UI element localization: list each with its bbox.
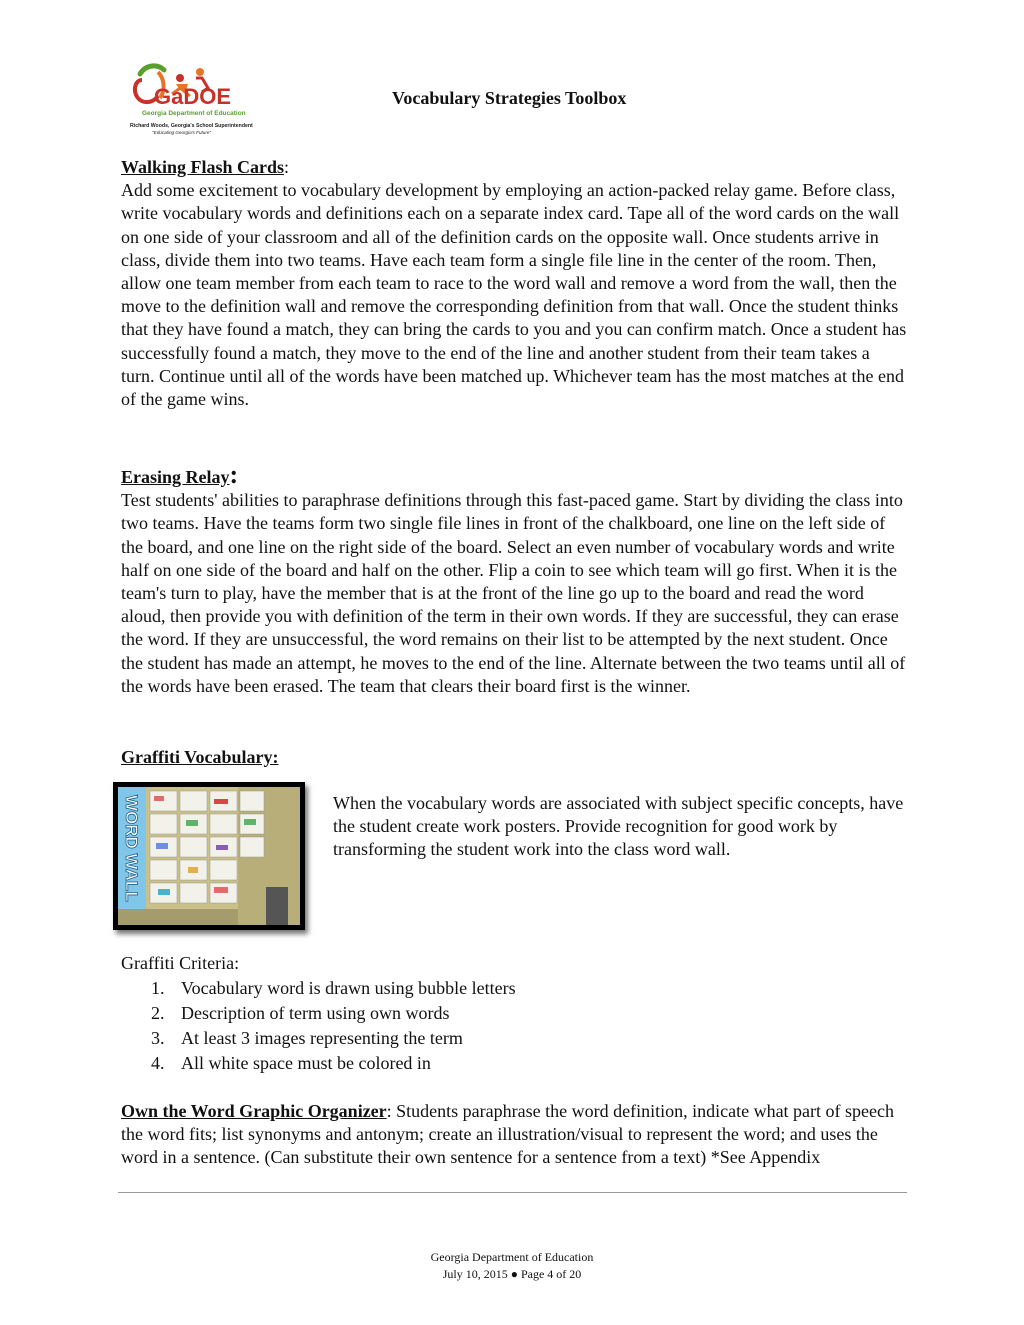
list-number: 2. bbox=[151, 1003, 165, 1023]
footer-date-page: July 10, 2015 ● Page 4 of 20 bbox=[442, 1267, 582, 1281]
graffiti-criteria-title: Graffiti Criteria: bbox=[121, 953, 240, 973]
list-number: 3. bbox=[151, 1028, 165, 1048]
own-the-word-heading: Own the Word Graphic Organizer bbox=[121, 1101, 387, 1121]
logo-tagline-2: "Educating Georgia's Future" bbox=[152, 130, 212, 135]
logo-wordmark: GaDOE bbox=[154, 84, 232, 109]
list-text: Description of term using own words bbox=[181, 1003, 450, 1023]
erasing-relay-section bbox=[121, 460, 907, 698]
document-title: Vocabulary Strategies Toolbox bbox=[392, 88, 627, 108]
heading-colon: : bbox=[284, 157, 290, 177]
list-number: 4. bbox=[151, 1053, 165, 1073]
photo-banner-text: WORD WALL bbox=[122, 795, 141, 902]
footer-organization: Georgia Department of Education bbox=[430, 1250, 594, 1264]
word-wall-photo-art bbox=[118, 787, 300, 925]
own-the-word-section bbox=[121, 1100, 907, 1170]
graffiti-vocabulary-heading-row bbox=[121, 746, 907, 769]
gadoe-logo-mark bbox=[128, 60, 254, 136]
list-text: Vocabulary word is drawn using bubble letters bbox=[181, 978, 516, 998]
list-item bbox=[121, 976, 516, 1001]
own-the-word-body: : Students paraphrase the word definition, indicate what part of speech the word fits; list synonyms and antonym; create an illustration/visual to represent the word; and uses the word in a sentence. (Can substitute their own sentence for a sentence from a text) *See Appendix bbox=[121, 1101, 895, 1168]
list-item bbox=[121, 1026, 516, 1051]
walking-flash-cards-section bbox=[121, 156, 907, 411]
walking-flash-cards-heading: Walking Flash Cards bbox=[121, 157, 285, 177]
heading-colon: : bbox=[229, 460, 239, 489]
list-number: 1. bbox=[151, 978, 165, 998]
word-wall-photo bbox=[113, 782, 305, 930]
list-text: All white space must be colored in bbox=[181, 1053, 431, 1073]
list-item bbox=[121, 1001, 516, 1026]
walking-flash-cards-body: Add some excitement to vocabulary development by employing an action-packed relay game. Before class, write vocabulary words and definitions each on a separate index card. Tape all of the word cards on the wall on one side of your classroom and all of the definition cards on the opposite wall. Once students arrive in class, divide them into two teams. Have each team form a single file line in the center of the room. Then, allow one team member from each team to race to the word wall and remove a word from the wall, then the move to the definition wall and remove the corresponding definition from that wall. Once the student thinks that they have found a match, they can bring the cards to you and you can confirm match. Once a student has successfully found a match, they move to the end of the line and another student from their team takes a turn. Continue until all of the words have been matched up. Whichever team has the most matches at the end of the game wins. bbox=[121, 180, 907, 410]
erasing-relay-heading: Erasing Relay bbox=[121, 467, 230, 487]
gadoe-logo bbox=[128, 60, 254, 136]
list-item bbox=[121, 1051, 516, 1076]
graffiti-vocabulary-body: When the vocabulary words are associated with subject specific concepts, have the student create work posters. Provide recognition for good work by transforming the student work into the class word wall. bbox=[333, 793, 904, 859]
list-text: At least 3 images representing the term bbox=[181, 1028, 463, 1048]
logo-subtitle: Georgia Department of Education bbox=[142, 110, 246, 117]
graffiti-vocabulary-heading: Graffiti Vocabulary: bbox=[121, 747, 279, 767]
erasing-relay-body: Test students' abilities to paraphrase definitions through this fast-paced game. Start by dividing the class into two teams. Have the teams form two single file lines in front of the chalkboard, one line on the left side of the board, and one line on the right side of the board. Select an even number of vocabulary words and write half on one side of the board and half on the other. Flip a coin to see which team will go first. When it is the team's turn to play, have the member that is at the front of the line go up to the board and read the word aloud, then provide you with definition of the term in their own words. If they are successful, they can erase the word. If they are unsuccessful, the word remains on their list to be attempted by the next student. Once the student has made an attempt, he moves to the end of the line. Alternate between the two teams until all of the words have been erased. The team that clears their board first is the winner. bbox=[121, 490, 906, 696]
footer-divider bbox=[118, 1192, 907, 1193]
graffiti-criteria-list bbox=[121, 976, 516, 1076]
logo-tagline-1: Richard Woods, Georgia's School Superintendent bbox=[130, 123, 253, 129]
